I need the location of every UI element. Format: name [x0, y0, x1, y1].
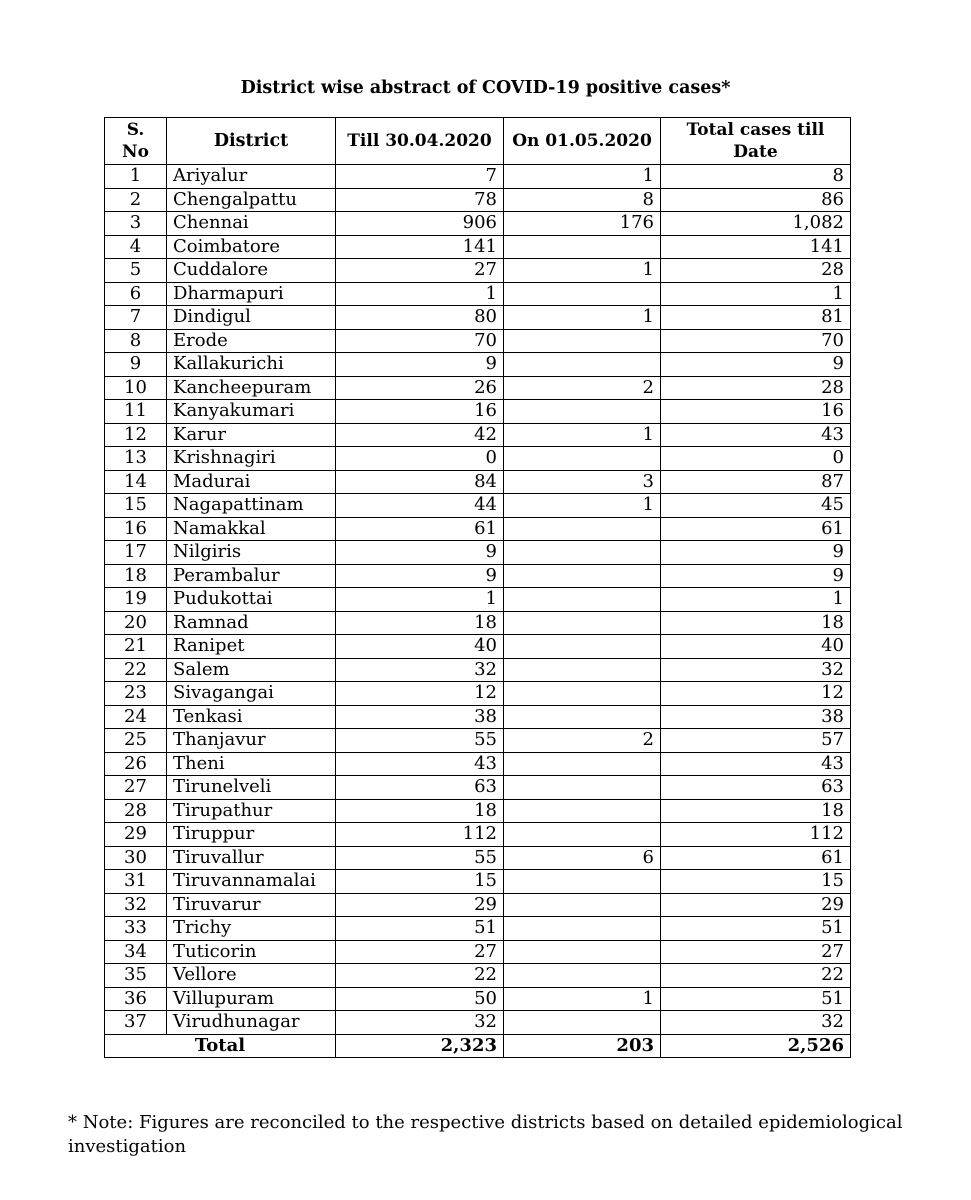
cell-on	[504, 635, 661, 659]
cell-district: Karur	[167, 423, 336, 447]
cell-on	[504, 799, 661, 823]
cell-on: 1	[504, 165, 661, 189]
cell-till: 27	[336, 259, 504, 283]
cell-on	[504, 893, 661, 917]
cell-on: 1	[504, 494, 661, 518]
cell-sno: 2	[105, 188, 167, 212]
cell-till: 9	[336, 541, 504, 565]
cell-on	[504, 752, 661, 776]
cell-till: 42	[336, 423, 504, 447]
cell-district: Virudhunagar	[167, 1011, 336, 1035]
table-row	[105, 776, 851, 800]
cell-total: 32	[661, 658, 851, 682]
cell-total: 43	[661, 423, 851, 447]
cell-on	[504, 353, 661, 377]
cell-till: 63	[336, 776, 504, 800]
cell-total: 15	[661, 870, 851, 894]
table-row	[105, 611, 851, 635]
cell-till: 80	[336, 306, 504, 330]
cell-till: 18	[336, 799, 504, 823]
cell-total: 1	[661, 588, 851, 612]
cell-district: Theni	[167, 752, 336, 776]
cell-sno: 17	[105, 541, 167, 565]
cell-sno: 15	[105, 494, 167, 518]
cell-district: Tuticorin	[167, 940, 336, 964]
table-row	[105, 235, 851, 259]
table-row	[105, 658, 851, 682]
cell-district: Pudukottai	[167, 588, 336, 612]
cell-on: 176	[504, 212, 661, 236]
table-row	[105, 846, 851, 870]
cell-till: 141	[336, 235, 504, 259]
cell-district: Nilgiris	[167, 541, 336, 565]
table-row	[105, 282, 851, 306]
cell-district: Namakkal	[167, 517, 336, 541]
cell-total: 51	[661, 917, 851, 941]
cell-till: 40	[336, 635, 504, 659]
table-row	[105, 306, 851, 330]
table-row	[105, 423, 851, 447]
cell-district: Ramnad	[167, 611, 336, 635]
cell-total: 51	[661, 987, 851, 1011]
cell-total: 57	[661, 729, 851, 753]
cell-till: 0	[336, 447, 504, 471]
table-row	[105, 564, 851, 588]
cell-district: Coimbatore	[167, 235, 336, 259]
cell-sno: 22	[105, 658, 167, 682]
cell-till: 9	[336, 353, 504, 377]
cell-district: Tirunelveli	[167, 776, 336, 800]
cell-till: 51	[336, 917, 504, 941]
cell-sno: 24	[105, 705, 167, 729]
cell-on	[504, 776, 661, 800]
cell-on: 2	[504, 729, 661, 753]
cell-district: Sivagangai	[167, 682, 336, 706]
table-row	[105, 635, 851, 659]
cell-district: Cuddalore	[167, 259, 336, 283]
cell-till: 61	[336, 517, 504, 541]
cell-on	[504, 400, 661, 424]
cell-total: 43	[661, 752, 851, 776]
cell-on	[504, 682, 661, 706]
cell-till: 78	[336, 188, 504, 212]
cell-till: 27	[336, 940, 504, 964]
table-row	[105, 870, 851, 894]
cell-on	[504, 964, 661, 988]
cell-district: Chengalpattu	[167, 188, 336, 212]
cell-district: Dindigul	[167, 306, 336, 330]
cell-till: 32	[336, 1011, 504, 1035]
table-row	[105, 165, 851, 189]
total-on: 203	[504, 1034, 661, 1058]
cell-sno: 26	[105, 752, 167, 776]
table-row	[105, 329, 851, 353]
cell-till: 50	[336, 987, 504, 1011]
cell-sno: 31	[105, 870, 167, 894]
cell-on	[504, 1011, 661, 1035]
cell-total: 86	[661, 188, 851, 212]
cell-on	[504, 447, 661, 471]
cell-total: 61	[661, 846, 851, 870]
cell-till: 1	[336, 282, 504, 306]
cell-district: Tiruppur	[167, 823, 336, 847]
cell-sno: 28	[105, 799, 167, 823]
cell-till: 22	[336, 964, 504, 988]
cell-district: Kancheepuram	[167, 376, 336, 400]
cell-sno: 3	[105, 212, 167, 236]
cell-district: Nagapattinam	[167, 494, 336, 518]
cell-till: 44	[336, 494, 504, 518]
cell-till: 55	[336, 846, 504, 870]
table-row	[105, 541, 851, 565]
cell-sno: 36	[105, 987, 167, 1011]
cell-sno: 8	[105, 329, 167, 353]
cell-total: 27	[661, 940, 851, 964]
table-row	[105, 353, 851, 377]
cell-sno: 37	[105, 1011, 167, 1035]
table-row	[105, 376, 851, 400]
table-row	[105, 588, 851, 612]
cell-total: 40	[661, 635, 851, 659]
cell-on	[504, 329, 661, 353]
cell-on	[504, 611, 661, 635]
cell-total: 1,082	[661, 212, 851, 236]
total-till: 2,323	[336, 1034, 504, 1058]
cell-total: 22	[661, 964, 851, 988]
cell-till: 29	[336, 893, 504, 917]
cell-total: 38	[661, 705, 851, 729]
cell-on: 1	[504, 306, 661, 330]
cell-till: 12	[336, 682, 504, 706]
table-row	[105, 682, 851, 706]
table-row	[105, 729, 851, 753]
cell-sno: 7	[105, 306, 167, 330]
cell-district: Erode	[167, 329, 336, 353]
cell-total: 12	[661, 682, 851, 706]
cell-till: 15	[336, 870, 504, 894]
cell-total: 28	[661, 259, 851, 283]
cell-district: Tiruvallur	[167, 846, 336, 870]
cell-district: Dharmapuri	[167, 282, 336, 306]
cell-till: 9	[336, 564, 504, 588]
cell-till: 84	[336, 470, 504, 494]
cell-on	[504, 658, 661, 682]
footnote: * Note: Figures are reconciled to the respective districts based on detailed epidemiological investigation	[68, 1112, 903, 1157]
cell-sno: 10	[105, 376, 167, 400]
cell-district: Tiruvannamalai	[167, 870, 336, 894]
cell-sno: 35	[105, 964, 167, 988]
cell-sno: 34	[105, 940, 167, 964]
cell-on: 1	[504, 423, 661, 447]
cell-district: Kanyakumari	[167, 400, 336, 424]
cell-total: 112	[661, 823, 851, 847]
cell-till: 906	[336, 212, 504, 236]
header-district: District	[167, 118, 336, 165]
total-label: Total	[105, 1034, 336, 1058]
cell-till: 1	[336, 588, 504, 612]
table-row	[105, 964, 851, 988]
cell-district: Kallakurichi	[167, 353, 336, 377]
table-row	[105, 752, 851, 776]
cell-total: 28	[661, 376, 851, 400]
cell-sno: 6	[105, 282, 167, 306]
header-till: Till 30.04.2020	[336, 118, 504, 165]
table-row	[105, 517, 851, 541]
cell-total: 70	[661, 329, 851, 353]
cell-sno: 4	[105, 235, 167, 259]
cell-sno: 5	[105, 259, 167, 283]
cell-total: 141	[661, 235, 851, 259]
cell-sno: 1	[105, 165, 167, 189]
cell-sno: 16	[105, 517, 167, 541]
cell-total: 18	[661, 611, 851, 635]
table-row	[105, 799, 851, 823]
cell-sno: 29	[105, 823, 167, 847]
cell-total: 87	[661, 470, 851, 494]
cell-on	[504, 870, 661, 894]
cell-on: 6	[504, 846, 661, 870]
cell-till: 18	[336, 611, 504, 635]
cell-total: 63	[661, 776, 851, 800]
cell-district: Ariyalur	[167, 165, 336, 189]
district-cases-table	[104, 117, 851, 1058]
cell-sno: 30	[105, 846, 167, 870]
table-row	[105, 259, 851, 283]
cell-total: 61	[661, 517, 851, 541]
cell-total: 9	[661, 353, 851, 377]
cell-sno: 14	[105, 470, 167, 494]
cell-district: Perambalur	[167, 564, 336, 588]
cell-sno: 21	[105, 635, 167, 659]
cell-total: 81	[661, 306, 851, 330]
cell-on	[504, 823, 661, 847]
cell-district: Thanjavur	[167, 729, 336, 753]
cell-sno: 32	[105, 893, 167, 917]
cell-sno: 27	[105, 776, 167, 800]
cell-sno: 23	[105, 682, 167, 706]
cell-till: 112	[336, 823, 504, 847]
table-row	[105, 400, 851, 424]
cell-sno: 9	[105, 353, 167, 377]
header-total: Total cases till Date	[661, 118, 851, 165]
cell-on: 1	[504, 259, 661, 283]
cell-till: 55	[336, 729, 504, 753]
cell-till: 7	[336, 165, 504, 189]
cell-district: Vellore	[167, 964, 336, 988]
cell-sno: 33	[105, 917, 167, 941]
cell-till: 26	[336, 376, 504, 400]
cell-district: Salem	[167, 658, 336, 682]
total-row	[105, 1034, 851, 1058]
table-row	[105, 893, 851, 917]
cell-total: 45	[661, 494, 851, 518]
cell-on	[504, 588, 661, 612]
cell-on	[504, 235, 661, 259]
cell-on	[504, 282, 661, 306]
cell-district: Tirupathur	[167, 799, 336, 823]
header-on: On 01.05.2020	[504, 118, 661, 165]
cell-total: 9	[661, 541, 851, 565]
cell-on	[504, 705, 661, 729]
table-row	[105, 470, 851, 494]
cell-total: 8	[661, 165, 851, 189]
cell-district: Villupuram	[167, 987, 336, 1011]
total-total: 2,526	[661, 1034, 851, 1058]
header-sno: S. No	[105, 118, 167, 165]
table-row	[105, 1011, 851, 1035]
cell-total: 0	[661, 447, 851, 471]
cell-till: 70	[336, 329, 504, 353]
table-row	[105, 940, 851, 964]
cell-sno: 11	[105, 400, 167, 424]
cell-sno: 12	[105, 423, 167, 447]
table-body	[105, 165, 851, 1035]
cell-on: 2	[504, 376, 661, 400]
table-row	[105, 212, 851, 236]
cell-on	[504, 917, 661, 941]
cell-sno: 19	[105, 588, 167, 612]
table-row	[105, 917, 851, 941]
cell-till: 32	[336, 658, 504, 682]
table-row	[105, 705, 851, 729]
cell-district: Krishnagiri	[167, 447, 336, 471]
table-row	[105, 823, 851, 847]
cell-district: Tiruvarur	[167, 893, 336, 917]
cell-district: Ranipet	[167, 635, 336, 659]
cell-till: 43	[336, 752, 504, 776]
table-header-row	[105, 118, 851, 165]
cell-on	[504, 517, 661, 541]
table-row	[105, 188, 851, 212]
cell-on	[504, 541, 661, 565]
cell-total: 1	[661, 282, 851, 306]
table-row	[105, 987, 851, 1011]
cell-district: Tenkasi	[167, 705, 336, 729]
cell-district: Trichy	[167, 917, 336, 941]
table-row	[105, 494, 851, 518]
cell-sno: 25	[105, 729, 167, 753]
cell-sno: 20	[105, 611, 167, 635]
cell-district: Chennai	[167, 212, 336, 236]
cell-on: 3	[504, 470, 661, 494]
cell-sno: 13	[105, 447, 167, 471]
cell-on	[504, 564, 661, 588]
cell-total: 32	[661, 1011, 851, 1035]
cell-total: 9	[661, 564, 851, 588]
cell-total: 16	[661, 400, 851, 424]
cell-till: 16	[336, 400, 504, 424]
cell-on	[504, 940, 661, 964]
cell-till: 38	[336, 705, 504, 729]
cell-on: 1	[504, 987, 661, 1011]
document-title: District wise abstract of COVID-19 positive cases*	[240, 78, 731, 98]
cell-on: 8	[504, 188, 661, 212]
cell-sno: 18	[105, 564, 167, 588]
cell-total: 29	[661, 893, 851, 917]
table-row	[105, 447, 851, 471]
cell-total: 18	[661, 799, 851, 823]
cell-district: Madurai	[167, 470, 336, 494]
